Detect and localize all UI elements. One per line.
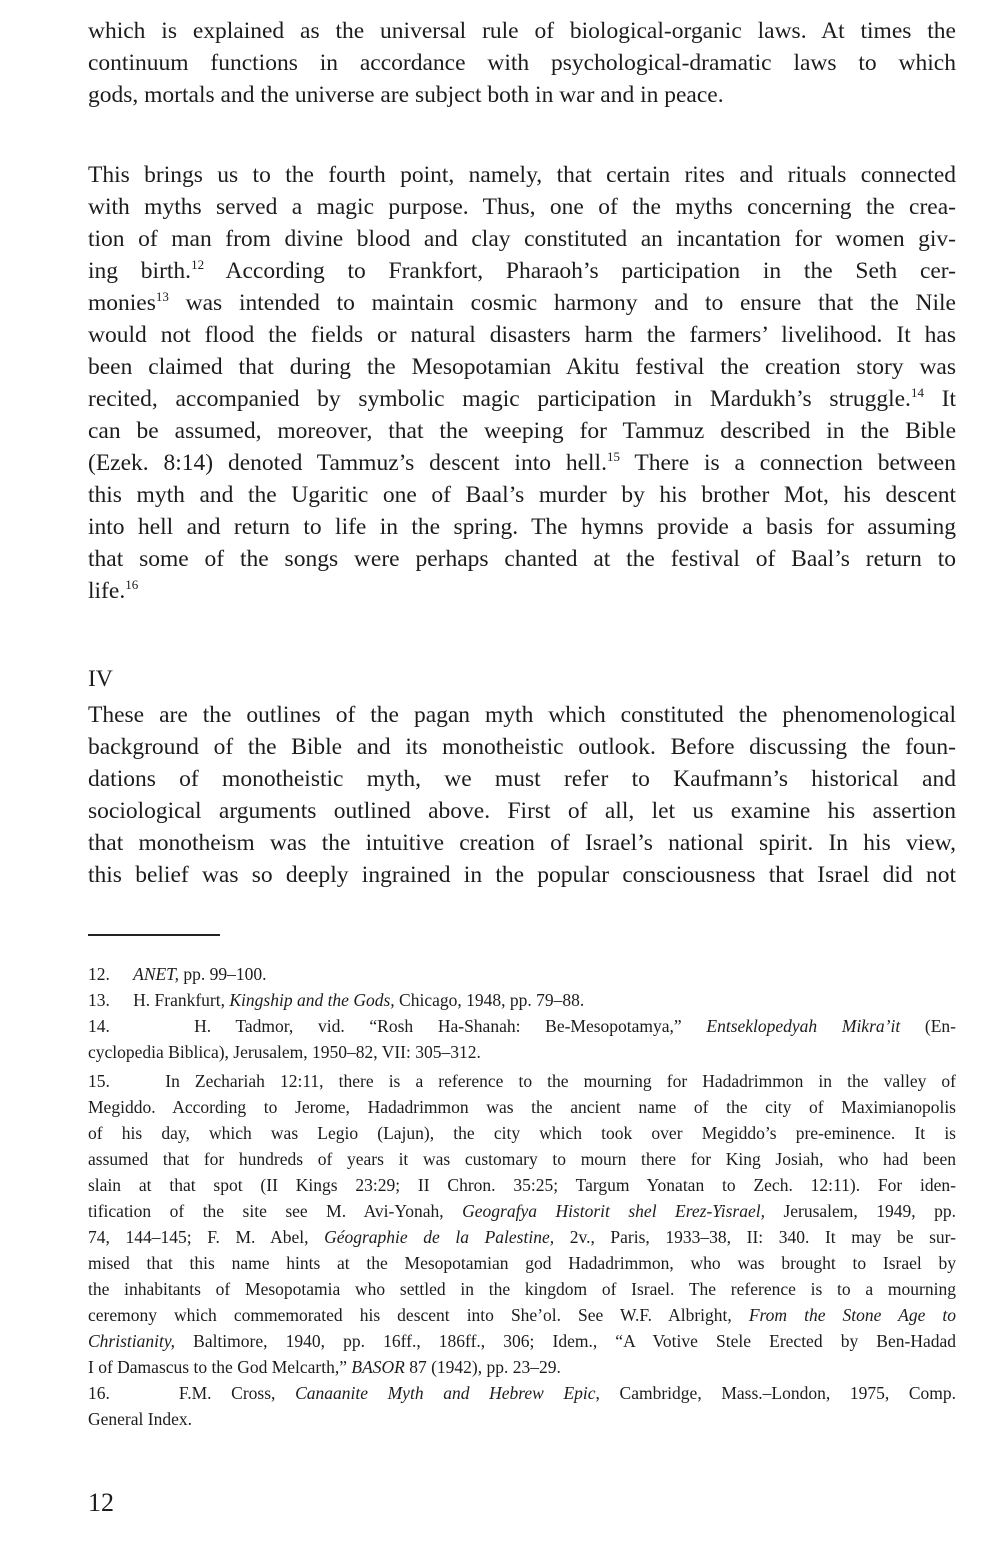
footnote-text: (En- [900, 1016, 956, 1036]
body-line [88, 256, 956, 286]
footnote-line [88, 1199, 956, 1223]
footnote-text: H. Tadmor, vid. “Rosh Ha-Shanah: Be-Mesopotamya,” [194, 1016, 707, 1036]
footnote-text: H. Frankfurt, [133, 990, 230, 1010]
page-number: 12 [88, 1488, 114, 1517]
footnote-text: F.M. Cross, [178, 1383, 296, 1403]
text-segment: ing birth. [88, 258, 192, 284]
footnote-ref[interactable]: 12 [191, 257, 205, 272]
body-line: this belief was so deeply ingrained in the popular consciousness that Israel did not [88, 862, 956, 888]
footnote-ref[interactable]: 15 [606, 449, 620, 464]
footnote-divider [88, 934, 220, 936]
body-line: background of the Bible and its monotheistic outlook. Before discussing the foun- [88, 734, 956, 760]
body-line: into hell and return to life in the spring. The hymns provide a basis for assuming [88, 514, 956, 540]
body-line: would not flood the fields or natural disasters harm the farmers’ livelihood. It has [88, 322, 956, 348]
body-line [88, 448, 956, 478]
footnote-ref[interactable]: 13 [155, 289, 169, 304]
footnote-line [88, 1040, 956, 1064]
footnote-title: Canaanite Myth and Hebrew Epic [295, 1383, 596, 1403]
footnote-text: Chicago, 1948, pp. 79–88. [394, 990, 585, 1010]
body-line [88, 576, 956, 606]
footnote-line [88, 1381, 956, 1405]
footnote-number: 15. [88, 1071, 110, 1091]
footnote-title: Entseklopedyah Mikra’it [706, 1016, 901, 1036]
body-line [88, 288, 956, 318]
footnote-line [88, 1014, 956, 1038]
footnote-ref[interactable]: 14 [910, 385, 924, 400]
footnote-text: pp. 99–100. [179, 964, 267, 984]
text-segment: (Ezek. 8:14) denoted Tammuz’s descent into hell. [88, 450, 607, 476]
footnote-line [88, 1095, 956, 1119]
footnote-line [88, 1173, 956, 1197]
footnote-title: BASOR [351, 1357, 405, 1377]
body-line: tion of man from divine blood and clay constituted an incantation for women giv- [88, 226, 956, 252]
footnote-line [88, 1225, 956, 1249]
footnote-text: tification of the site see M. Avi-Yonah, [88, 1201, 463, 1221]
footnote-text: General Index. [88, 1409, 192, 1429]
text-segment: was intended to maintain cosmic harmony and to ensure that the Nile [168, 290, 956, 316]
footnote-line [88, 1407, 956, 1431]
body-line: These are the outlines of the pagan myth which constituted the phenomenological [88, 702, 956, 728]
footnote-line [88, 1277, 956, 1301]
body-line [88, 384, 956, 414]
body-line: with myths served a magic purpose. Thus, one of the myths concerning the crea- [88, 194, 956, 220]
body-line: which is explained as the universal rule of biological-organic laws. At times the [88, 18, 956, 44]
footnote-text: I of Damascus to the God Melcarth,” [88, 1357, 352, 1377]
text-segment: recited, accompanied by symbolic magic participation in Mardukh’s struggle. [88, 386, 911, 412]
footnote-text: 74, 144–145; F. M. Abel, [88, 1227, 325, 1247]
body-line: that monotheism was the intuitive creation of Israel’s national spirit. In his view, [88, 830, 956, 856]
footnote-title: From the Stone Age to [748, 1305, 956, 1325]
footnote-text: , Cambridge, Mass.–London, 1975, Comp. [595, 1383, 957, 1403]
footnote-text: cyclopedia Biblica), Jerusalem, 1950–82, VII: 305–312. [88, 1042, 481, 1062]
body-line: this myth and the Ugaritic one of Baal’s murder by his brother Mot, his descent [88, 482, 956, 508]
footnote-number: 12. [88, 964, 110, 984]
footnote-title: Kingship and the Gods, [229, 990, 395, 1010]
footnote-number: 16. [88, 1383, 110, 1403]
body-line: gods, mortals and the universe are subject both in war and in peace. [88, 82, 724, 108]
body-line: continuum functions in accordance with psychological-dramatic laws to which [88, 50, 956, 76]
body-line: been claimed that during the Mesopotamian Akitu festival the creation story was [88, 354, 956, 380]
footnote-text: Baltimore, 1940, pp. 16ff., 186ff., 306; Idem., “A Votive Stele Erected by Ben-Hadad [175, 1331, 956, 1351]
footnote-line [88, 1147, 956, 1171]
text-segment: monies [88, 290, 156, 316]
body-line: sociological arguments outlined above. First of all, let us examine his assertion [88, 798, 956, 824]
footnote-title: Géographie de la Palestine, [324, 1227, 555, 1247]
footnote-title: Geografya Historit shel Erez-Yisrael, [462, 1201, 765, 1221]
footnote-title: ANET, [133, 964, 179, 984]
footnote-number: 14. [88, 1016, 110, 1036]
footnote-line [88, 988, 956, 1012]
footnote-number: 13. [88, 990, 110, 1010]
body-line: dations of monotheistic myth, we must refer to Kaufmann’s historical and [88, 766, 956, 792]
footnote-line [88, 962, 956, 986]
footnote-text: of his day, which was Legio (Lajun), the city which took over Megiddo’s pre-eminence. It is [88, 1123, 956, 1143]
footnote-title: Christianity, [88, 1331, 176, 1351]
footnote-text: Megiddo. According to Jerome, Hadadrimmon was the ancient name of the city of Maximianopolis [88, 1097, 956, 1117]
footnote-line [88, 1121, 956, 1145]
footnote-text: ceremony which commemorated his descent into She’ol. See W.F. Albright, [88, 1305, 749, 1325]
text-segment: According to Frankfort, Pharaoh’s participation in the Seth cer- [204, 258, 956, 284]
body-line: can be assumed, moreover, that the weeping for Tammuz described in the Bible [88, 418, 956, 444]
section-heading: IV [88, 666, 113, 692]
footnote-line [88, 1329, 956, 1353]
footnote-text: slain at that spot (II Kings 23:29; II Chron. 35:25; Targum Yonatan to Zech. 12:11). For iden- [88, 1175, 956, 1195]
text-segment: life. [88, 578, 126, 604]
footnote-text: In Zechariah 12:11, there is a reference to the mourning for Hadadrimmon in the valley of [165, 1071, 957, 1091]
footnote-line [88, 1251, 956, 1275]
footnote-text: Jerusalem, 1949, pp. [764, 1201, 956, 1221]
footnote-ref[interactable]: 16 [125, 577, 139, 592]
footnote-text: 2v., Paris, 1933–38, II: 340. It may be sur- [554, 1227, 956, 1247]
footnote-text: assumed that for hundreds of years it was customary to mourn there for King Josiah, who had been [88, 1149, 956, 1169]
text-segment: It [923, 386, 956, 412]
footnote-line [88, 1355, 956, 1379]
footnote-text: mised that this name hints at the Mesopotamian god Hadadrimmon, who was brought to Israel by [88, 1253, 956, 1273]
footnote-text: the inhabitants of Mesopotamia who settled in the kingdom of Israel. The reference is to a mourning [88, 1279, 956, 1299]
text-segment: There is a connection between [619, 450, 956, 476]
body-line: that some of the songs were perhaps chanted at the festival of Baal’s return to [88, 546, 956, 572]
body-line: This brings us to the fourth point, namely, that certain rites and rituals connected [88, 162, 956, 188]
footnote-line [88, 1069, 956, 1093]
footnote-text: 87 (1942), pp. 23–29. [404, 1357, 561, 1377]
footnote-line [88, 1303, 956, 1327]
